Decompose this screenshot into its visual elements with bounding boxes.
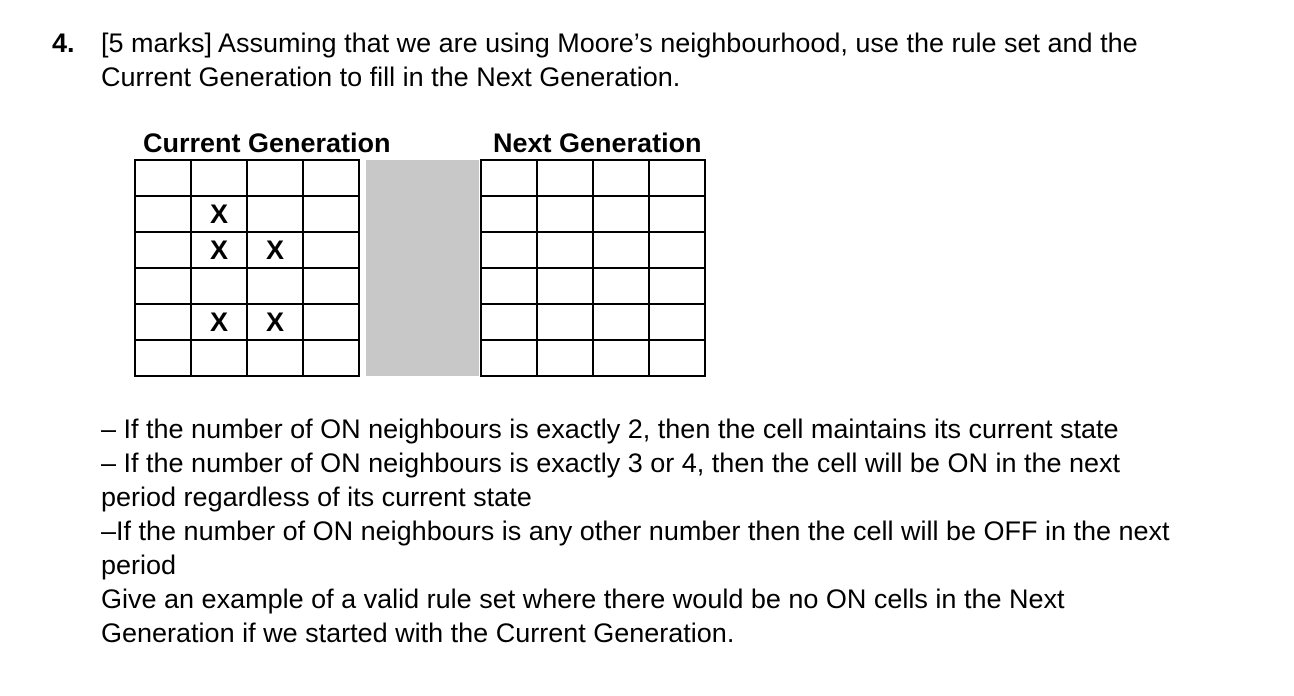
grid-row bbox=[481, 160, 705, 196]
answer-cell[interactable] bbox=[481, 268, 537, 304]
question-text: [5 marks] Assuming that we are using Moore’s neighbourhood, use the rule set and the Current Generation to fill in the Next Generation. bbox=[101, 28, 1138, 92]
answer-cell[interactable] bbox=[649, 268, 705, 304]
next-generation-title: Next Generation bbox=[493, 128, 702, 158]
grid-row bbox=[135, 304, 359, 340]
answer-cell[interactable] bbox=[649, 160, 705, 196]
answer-cell[interactable] bbox=[481, 160, 537, 196]
grid-cell bbox=[247, 340, 303, 376]
grid-cell: X bbox=[247, 232, 303, 268]
grid-cell bbox=[303, 340, 359, 376]
grid-cell bbox=[303, 160, 359, 196]
question-number: 4. bbox=[52, 28, 75, 58]
answer-cell[interactable] bbox=[649, 232, 705, 268]
grid-row bbox=[135, 196, 359, 232]
rule-line: – If the number of ON neighbours is exactly 3 or 4, then the cell will be ON in the next period regardless of its current state bbox=[101, 448, 1121, 512]
grid-row bbox=[135, 340, 359, 376]
answer-cell[interactable] bbox=[593, 268, 649, 304]
answer-cell[interactable] bbox=[537, 304, 593, 340]
grid-row bbox=[135, 232, 359, 268]
answer-cell[interactable] bbox=[537, 196, 593, 232]
grid-row bbox=[481, 268, 705, 304]
grid-cell bbox=[135, 160, 191, 196]
answer-cell[interactable] bbox=[481, 304, 537, 340]
grid-cell: X bbox=[191, 196, 247, 232]
rule-set bbox=[101, 412, 1181, 650]
grid-cell bbox=[191, 160, 247, 196]
grid-cell bbox=[135, 268, 191, 304]
grid-cell bbox=[247, 196, 303, 232]
answer-cell[interactable] bbox=[537, 340, 593, 376]
current-generation-title: Current Generation bbox=[143, 128, 391, 158]
separator-shade bbox=[366, 160, 479, 376]
answer-cell[interactable] bbox=[537, 268, 593, 304]
follow-up-question: Give an example of a valid rule set where there would be no ON cells in the Next Generation if we started with the Current Generation. bbox=[101, 584, 1065, 648]
grid-row bbox=[135, 268, 359, 304]
grid-cell bbox=[135, 304, 191, 340]
grid-cell bbox=[303, 304, 359, 340]
answer-cell[interactable] bbox=[649, 196, 705, 232]
grid-row bbox=[135, 160, 359, 196]
answer-cell[interactable] bbox=[649, 304, 705, 340]
grid-row bbox=[481, 304, 705, 340]
grid-cell bbox=[135, 232, 191, 268]
grid-cell bbox=[303, 196, 359, 232]
grid-cell: X bbox=[191, 304, 247, 340]
answer-cell[interactable] bbox=[593, 160, 649, 196]
answer-cell[interactable] bbox=[593, 196, 649, 232]
grid-cell bbox=[135, 340, 191, 376]
answer-cell[interactable] bbox=[593, 232, 649, 268]
answer-cell[interactable] bbox=[481, 340, 537, 376]
grid-cell bbox=[303, 268, 359, 304]
answer-cell[interactable] bbox=[481, 196, 537, 232]
grid-cell bbox=[303, 232, 359, 268]
grid-cell bbox=[191, 340, 247, 376]
grid-cell bbox=[247, 160, 303, 196]
rule-line: – If the number of ON neighbours is exactly 2, then the cell maintains its current state bbox=[101, 414, 1119, 444]
answer-cell[interactable] bbox=[649, 340, 705, 376]
next-generation-grid bbox=[480, 159, 706, 377]
grid-cell bbox=[247, 268, 303, 304]
current-generation-grid bbox=[134, 159, 360, 377]
rule-line: –If the number of ON neighbours is any other number then the cell will be OFF in the next period bbox=[101, 516, 1170, 580]
grid-row bbox=[481, 232, 705, 268]
answer-cell[interactable] bbox=[537, 160, 593, 196]
grid-cell: X bbox=[191, 232, 247, 268]
grid-row bbox=[481, 340, 705, 376]
answer-cell[interactable] bbox=[593, 304, 649, 340]
grid-cell bbox=[135, 196, 191, 232]
grid-cell bbox=[191, 268, 247, 304]
answer-cell[interactable] bbox=[481, 232, 537, 268]
grid-cell: X bbox=[247, 304, 303, 340]
answer-cell[interactable] bbox=[537, 232, 593, 268]
answer-cell[interactable] bbox=[593, 340, 649, 376]
grid-row bbox=[481, 196, 705, 232]
